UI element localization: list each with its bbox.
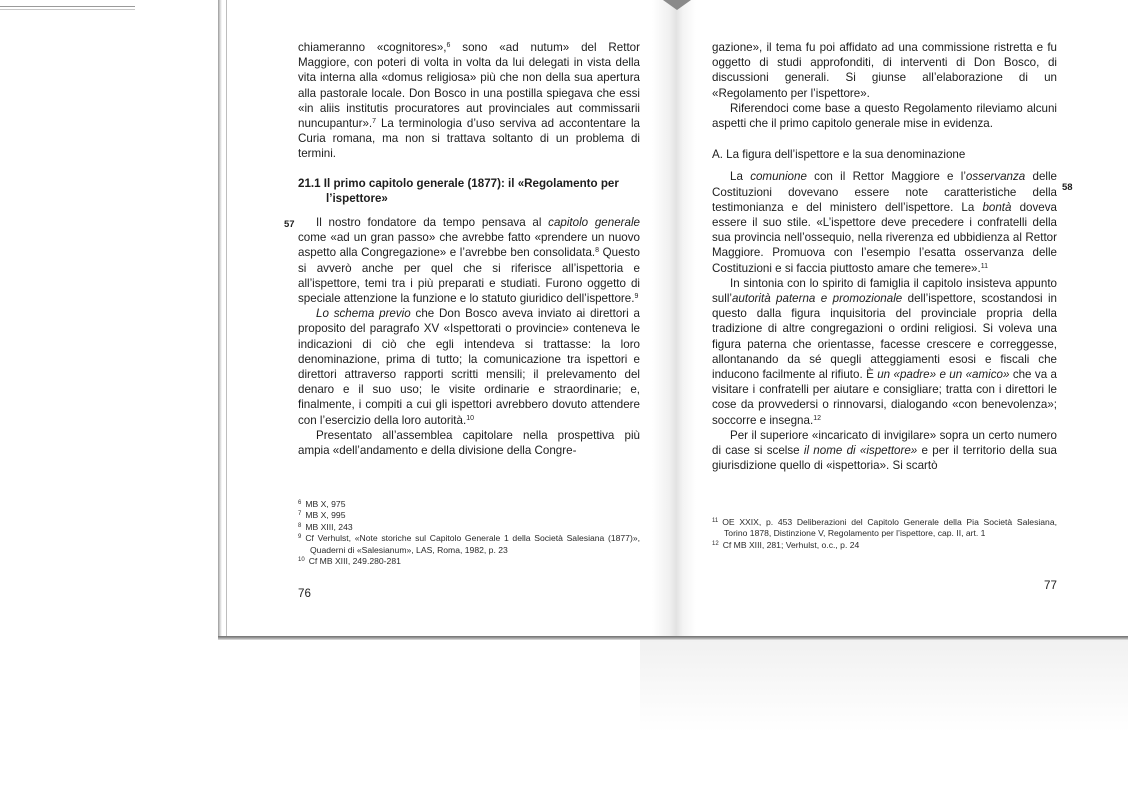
margin-number: 57 <box>284 219 295 230</box>
right-paragraph-2: Riferendoci come base a questo Regolamento rileviamo alcuni aspetti che il primo capitolo generale mise in evidenza. <box>712 101 1057 131</box>
left-paragraph-4: Presentato all’assemblea capitolare nella prospettiva più ampia «dell’andamento e della divisione della Congre- <box>298 428 640 458</box>
section-heading: 21.1 Il primo capitolo generale (1877): il «Regolamento per l’ispettore» <box>298 176 619 205</box>
scan-edge-line <box>0 9 135 10</box>
footnote: $^9$ Cf Verhulst, «Note storiche sul Capitolo Generale 1 della Società Salesiana (1877)», Quaderni di «Salesianum», LAS, Roma, 1982, p. 23 <box>298 533 640 555</box>
gutter-shadow-mark <box>663 0 691 10</box>
book-gutter <box>652 0 696 640</box>
footnote: $^6$ MB X, 975 <box>298 499 346 509</box>
right-paragraph-1: gazione», il tema fu poi affidato ad una commissione ristretta e fu oggetto di studi approfonditi, di interventi di Don Bosco, di discussioni generali. Si giunse all’elaborazione di un «Regolamento per l’ispettore». <box>712 41 1057 100</box>
footnote: $^7$ MB X, 995 <box>298 510 346 521</box>
footnote: $^{10}$ Cf MB XIII, 249.280-281 <box>298 556 401 567</box>
left-paragraph-1: chiameranno «cognitores»,$^6$ sono «ad nutum» del Rettor Maggiore, con poteri di volta in volta da lui delegati in vista della vita interna alla «domus religiosa» più che non della sua apertura alla pastorale locale. Don Bosco in una postilla spiegava che essi «in aliis institutis procuratores aut provinciales aut commissarii nuncupantur».$^7$ La terminologia d’uso serviva ad accontentare la Curia romana, ma non si trattava soltanto di un problema di termini. <box>298 41 640 161</box>
footnote: $^8$ MB XIII, 243 <box>298 521 353 532</box>
subsection-heading: A. La figura dell’ispettore e la sua denominazione <box>712 148 966 162</box>
right-paragraph-5: Per il superiore «incaricato di invigilare» sopra un certo numero di case si scelse il nome di «ispettore» e per il territorio della sua giurisdizione quello di «ispettoria». Si scartò <box>712 428 1058 473</box>
scan-shadow <box>640 640 1128 793</box>
page-number: 76 <box>298 587 311 600</box>
margin-number: 58 <box>1062 182 1073 193</box>
left-paragraph-2: Il nostro fondatore da tempo pensava al capitolo generale come «ad un gran passo» che avrebbe fatto «prendere un nuovo aspetto alla Congregazione» e l’avrebbe ben consolidata.$^8$ Questo si avverò anche per quel che si riferisce all’ispettoria e all’ispettore, temi tra i più preparati e studiati. Furono oggetto di speciale attenzione la funzione e lo statuto giuridico dell’ispettore.$^9$ <box>298 216 640 306</box>
book-left-edge-line <box>226 0 227 640</box>
book-left-edge <box>218 0 222 640</box>
right-footnotes <box>712 517 1057 551</box>
left-footnotes <box>298 499 640 567</box>
left-page <box>298 40 640 458</box>
right-paragraph-4: In sintonia con lo spirito di famiglia il capitolo insisteva appunto sull’autorità paterna e promozionale dell’ispettore, scostandosi in questo dalla figura inquisitoria del provinciale propria della tradizione di altre congregazioni o ordini religiosi. Si voleva una figura paterna che orientasse, facesse crescere e correggesse, allontanando da sé quegli atteggiamenti esosi e fiscali che inducono facilmente al rifiuto. È un «padre» e un «amico» che va a visitare i confratelli per aiutare e consigliare; tratta con i direttori le cose da provvedersi o rinnovarsi, dialogando «con benevolenza»; soccorre e insegna.$^{12}$ <box>712 276 1057 427</box>
right-page <box>712 40 1057 473</box>
scan-edge-line <box>0 6 135 7</box>
right-paragraph-3: La comunione con il Rettor Maggiore e l’osservanza delle Costituzioni dovevano essere note caratteristiche della testimonianza e del ministero dell’ispettore. La bontà doveva essere il suo stile. «L’ispettore deve precedere i confratelli della sua provincia nell’ossequio, nella riverenza ed ubbidienza al Rettor Maggiore. Promuova con l’esempio l’esatta osservanza delle Costituzioni e si faccia piuttosto amare che temere».$^{11}$ <box>712 170 1057 275</box>
footnote: $^{11}$ OE XXIX, p. 453 Deliberazioni del Capitolo Generale della Pia Società Salesiana, Torino 1878, Distinzione V, Regolamento per l’ispettore, cap. II, art. 1 <box>712 517 1057 539</box>
page-number: 77 <box>1044 579 1057 592</box>
left-paragraph-3: Lo schema previo che Don Bosco aveva inviato ai direttori a proposito del paragrafo XV «Ispettorati o provincie» conteneva le indicazioni di ciò che egli intendeva si trattasse: la loro denominazione, prima di tutto; la comunicazione tra ispettori e direttori attraverso rapporti scritti mensili; il prelevamento del denaro e il suo uso; le visite ordinarie e straordinarie; e, finalmente, i compiti a cui gli ispettori avrebbero dovuto attendere con l’esercizio della loro autorità.$^{10}$ <box>298 307 640 427</box>
footnote: $^{12}$ Cf MB XIII, 281; Verhulst, o.c., p. 24 <box>712 539 860 550</box>
